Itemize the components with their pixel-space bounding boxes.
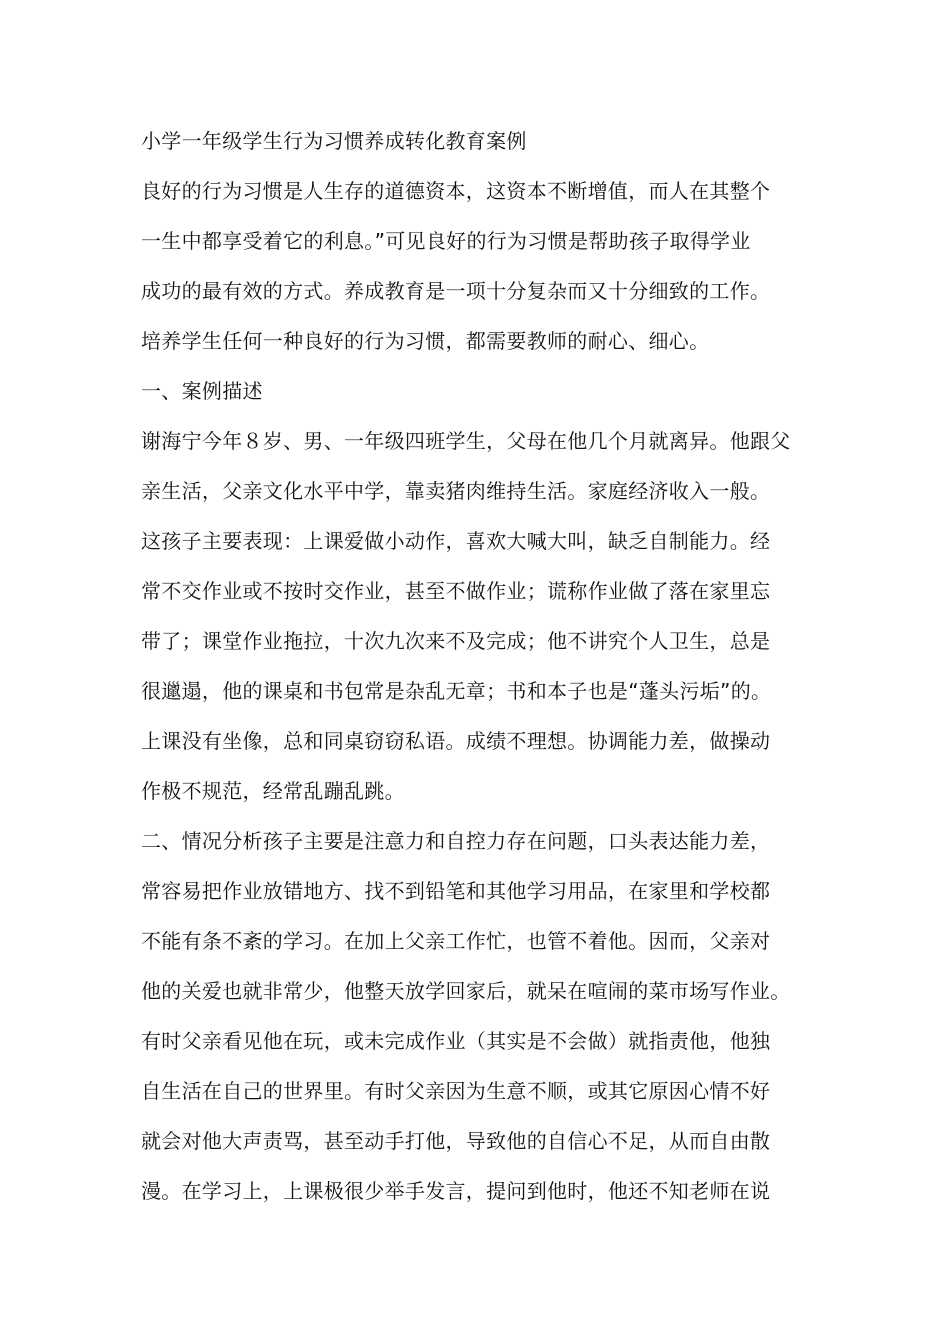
paragraph-line: 培养学生任何一种良好的行为习惯，都需要教师的耐心、细心。	[141, 329, 710, 353]
paragraph-line: 谢海宁今年８岁、男、一年级四班学生，父母在他几个月就离异。他跟父	[141, 429, 791, 453]
paragraph-line: 成功的最有效的方式。养成教育是一项十分复杂而又十分细致的工作。	[141, 279, 771, 303]
paragraph-line: 不能有条不紊的学习。在加上父亲工作忙，也管不着他。因而，父亲对	[141, 929, 771, 953]
paragraph-line: 上课没有坐像，总和同桌窃窃私语。成绩不理想。协调能力差，做操动	[141, 729, 771, 753]
document-body	[141, 116, 831, 1216]
paragraph-line: 自生活在自己的世界里。有时父亲因为生意不顺，或其它原因心情不好	[141, 1079, 771, 1103]
section-heading-case-description: 一、案例描述	[141, 379, 263, 403]
paragraph-line: 带了；课堂作业拖拉，十次九次来不及完成；他不讲究个人卫生，总是	[141, 629, 771, 653]
paragraph-line: 就会对他大声责骂，甚至动手打他，导致他的自信心不足，从而自由散	[141, 1129, 771, 1153]
paragraph-line: 他的关爱也就非常少，他整天放学回家后，就呆在喧闹的菜市场写作业。	[141, 979, 791, 1003]
paragraph-line: 这孩子主要表现：上课爱做小动作，喜欢大喊大叫，缺乏自制能力。经	[141, 529, 771, 553]
paragraph-line: 一生中都享受着它的利息。”可见良好的行为习惯是帮助孩子取得学业	[141, 229, 751, 253]
paragraph-line: 常不交作业或不按时交作业，甚至不做作业；谎称作业做了落在家里忘	[141, 579, 771, 603]
paragraph-line: 很邋遢，他的课桌和书包常是杂乱无章；书和本子也是“蓬头污垢”的。	[141, 679, 772, 703]
paragraph-line: 漫。在学习上，上课极很少举手发言，提问到他时，他还不知老师在说	[141, 1179, 771, 1203]
paragraph-line: 作极不规范，经常乱蹦乱跳。	[141, 779, 405, 803]
paragraph-line: 有时父亲看见他在玩，或未完成作业（其实是不会做）就指责他，他独	[141, 1029, 771, 1053]
section-heading-analysis: 二、情况分析孩子主要是注意力和自控力存在问题，口头表达能力差，	[141, 829, 771, 853]
paragraph-line: 良好的行为习惯是人生存的道德资本，这资本不断增值，而人在其整个	[141, 179, 771, 203]
document-title: 小学一年级学生行为习惯养成转化教育案例	[141, 129, 527, 153]
paragraph-line: 亲生活，父亲文化水平中学，靠卖猪肉维持生活。家庭经济收入一般。	[141, 479, 771, 503]
paragraph-line: 常容易把作业放错地方、找不到铅笔和其他学习用品，在家里和学校都	[141, 879, 771, 903]
